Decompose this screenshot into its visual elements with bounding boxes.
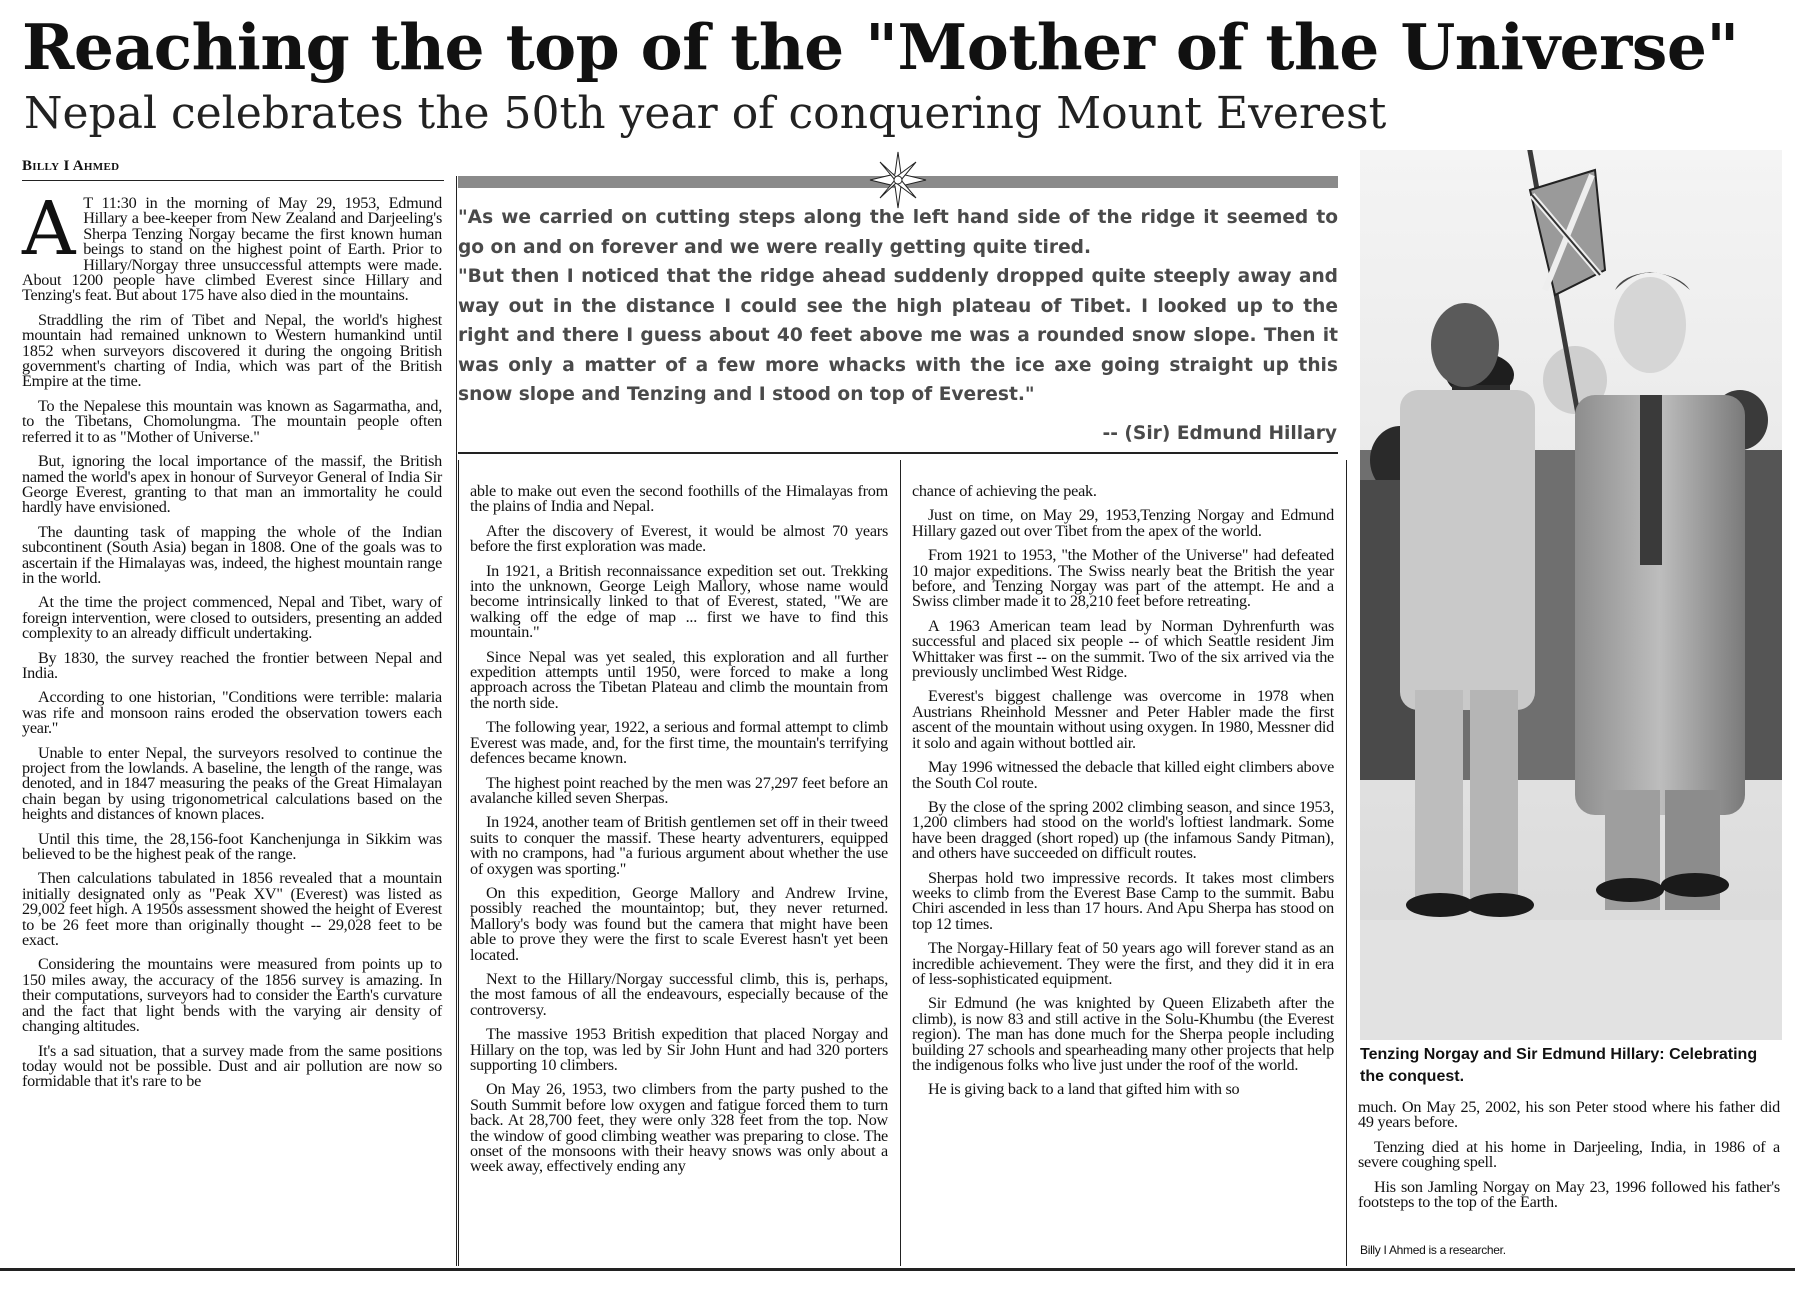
photo-caption: Tenzing Norgay and Sir Edmund Hillary: Celebrating the conquest. (1360, 1046, 1758, 1085)
column-divider-center (900, 460, 901, 1266)
article-paragraph: Unable to enter Nepal, the surveyors resolved to continue the project from the lowlands. A baseline, the length of the range, was denoted, and in 1847 measuring the peaks of the Great Himalayan chain began by using trigonometrical calculations based on the heights and distances of known places. (22, 743, 442, 824)
article-paragraph: According to one historian, "Conditions were terrible: malaria was rife and monsoon rains eroded the observation towers each year." (22, 688, 442, 738)
byline: Billy I Ahmed (22, 158, 120, 174)
page-bottom-rule (0, 1268, 1795, 1271)
article-paragraph: By the close of the spring 2002 climbing season, and since 1953, 1,200 climbers had stood on the world's loftiest landmark. Some have been dragged (short roped) up (the infamous Sandy Pitman), and others have succeeded on difficult routes. (912, 797, 1334, 863)
author-credit: Billy I Ahmed is a researcher. (1360, 1243, 1506, 1257)
quote-paragraph: "As we carried on cutting steps along the left hand side of the ridge it seemed to go on and on forever and we were really getting quite tired. (458, 207, 1338, 258)
article-paragraph (22, 186, 442, 305)
quote-bottom-rule (458, 452, 1338, 454)
column-divider-quote (458, 460, 459, 1266)
article-paragraph: After the discovery of Everest, it would be almost 70 years before the first exploration was made. (470, 521, 888, 556)
article-paragraph: At the time the project commenced, Nepal and Tibet, wary of foreign intervention, were closed to outsiders, presenting an added complexity to an already difficult undertaking. (22, 593, 442, 643)
article-paragraph: The highest point reached by the men was 27,297 feet before an avalanche killed seven Sherpas. (470, 773, 888, 807)
column-divider-left (456, 176, 457, 1266)
article-paragraph: Then calculations tabulated in 1856 revealed that a mountain initially designated only as "Peak XV" (Everest) was listed as 29,002 feet high. A 1950s assessment showed the height of Everest to be 26 feet more than originally thought -- 29,028 feet to be exact. (22, 869, 442, 950)
quote-attribution: -- (Sir) Edmund Hillary (1102, 423, 1337, 444)
column-divider-right (1346, 460, 1347, 1266)
article-paragraph: able to make out even the second foothills of the Himalayas from the plains of India and Nepal. (470, 482, 888, 516)
article-column-3 (912, 484, 1334, 1107)
article-paragraph: Sherpas hold two impressive records. It takes most climbers weeks to climb from the Everest Base Camp to the summit. Babu Chiri ascended in less than 17 hours. And Apu Sherpa has stood on top 12 times. (912, 868, 1334, 933)
article-paragraph: It's a sad situation, that a survey made from the same positions today would not be possible. Dust and air pollution are now so formidable that it's rare to be (22, 1041, 442, 1091)
quote-paragraph: "But then I noticed that the ridge ahead suddenly dropped quite steeply away and way out in the distance I could see the high plateau of Tibet. I looked up to the right and there I guess about 40 feet above me was a rounded snow slope. Then it was only a matter of a few more whacks with the ice axe going straight up this snow slope and Tenzing and I stood on top of Everest." (458, 266, 1338, 405)
article-paragraph: His son Jamling Norgay on May 23, 1996 followed his father's footsteps to the top of the Earth. (1358, 1177, 1780, 1212)
pull-quote (458, 203, 1338, 410)
article-paragraph: Since Nepal was yet sealed, this exploration and all further expedition attempts until 1950, were forced to make a long approach across the Tibetan Plateau and climb the mountain from the north side. (470, 647, 888, 712)
article-paragraph: Sir Edmund (he was knighted by Queen Elizabeth after the climb), is now 83 and still active in the Solu-Khumbu (the Everest region). The man has done much for the Sherpa people including building 27 schools and spearheading many other projects that help the indigenous folks who live just under the roof of the world. (912, 994, 1334, 1074)
article-paragraph: By 1830, the survey reached the frontier between Nepal and India. (22, 648, 442, 682)
article-paragraph: He is giving back to a land that gifted him with so (928, 1080, 1240, 1099)
starburst-icon (868, 150, 928, 210)
article-paragraph: much. On May 25, 2002, his son Peter stood where his father did 49 years before. (1358, 1098, 1780, 1132)
article-column-2 (470, 484, 888, 1184)
hillary-tenzing-photo (1360, 150, 1782, 1040)
drop-cap: A (22, 186, 76, 272)
article-paragraph: In 1924, another team of British gentlemen set off in their tweed suits to conquer the massif. These hearty adventurers, equipped with no crampons, had "a furious argument about whether the use of oxygen was sporting." (470, 813, 888, 878)
headline: Reaching the top of the "Mother of the Universe" (22, 10, 1739, 84)
subheadline: Nepal celebrates the 50th year of conquering Mount Everest (24, 88, 1387, 139)
article-paragraph: The following year, 1922, a serious and formal attempt to climb Everest was made, and, for the first time, the mountain's terrifying defences became known. (470, 718, 888, 768)
article-paragraph: The Norgay-Hillary feat of 50 years ago will forever stand as an incredible achievement. They were the first, and they did it in era of less-sophisticated equipment. (912, 939, 1334, 988)
article-paragraph: To the Nepalese this mountain was known as Sagarmatha, and, to the Tibetans, Chomolungma. The mountain people often referred it to as "Mother of Universe." (22, 396, 442, 446)
article-paragraph: On May 26, 1953, two climbers from the party pushed to the South Summit before low oxygen and fatigue forced them to turn back. At 28,700 feet, they were only 328 feet from the top. Now the window of good climbing weather was preparing to close. The onset of the monsoons with their heavy snows was only about a week away, effectively ending any (470, 1080, 888, 1176)
byline-rule (22, 180, 444, 181)
article-paragraph: But, ignoring the local importance of the massif, the British named the world's apex in honour of Surveyor General of India Sir George Everest, granting to that man an immortality he could hardly have envisioned. (22, 452, 442, 517)
article-paragraph: Everest's biggest challenge was overcome in 1978 when Austrians Rheinhold Messner and Peter Habler made the first ascent of the mountain without using oxygen. In 1980, Messner did it solo and again without bottled air. (912, 687, 1334, 752)
article-paragraph: In 1921, a British reconnaissance expedition set out. Trekking into the unknown, George Leigh Mallory, whose name would become intrinsically linked to that of Everest, stated, "We are walking off the edge of map ... first we have to find this mountain." (470, 561, 888, 642)
article-paragraph: Until this time, the 28,156-foot Kanchenjunga in Sikkim was believed to be the highest peak of the range. (22, 829, 442, 864)
article-paragraph: Considering the mountains were measured from points up to 150 miles away, the accuracy of the 1856 survey is amazing. In their computations, surveyors had to consider the Earth's curvature and the fact that light bends with the varying air density of changing altitudes. (22, 955, 442, 1036)
article-paragraph: Tenzing died at his home in Darjeeling, India, in 1986 of a severe coughing spell. (1358, 1137, 1780, 1172)
article-paragraph: May 1996 witnessed the debacle that killed eight climbers above the South Col route. (912, 758, 1334, 792)
article-paragraph: On this expedition, George Mallory and Andrew Irvine, possibly reached the mountaintop; but, they never returned. Mallory's body was found but the camera that might have been able to prove they were the first to scale Everest hasn't yet been located. (470, 883, 888, 964)
article-paragraph: Next to the Hillary/Norgay successful climb, this is, perhaps, the most famous of all the endeavours, especially because of the controversy. (470, 969, 888, 1019)
article-paragraph: Straddling the rim of Tibet and Nepal, the world's highest mountain had remained unknown to Western humankind until 1852 when surveyors discovered it during the ongoing British government's charting of India, which was part of the British Empire at the time. (22, 310, 442, 391)
article-column-4 (1358, 1100, 1780, 1219)
article-paragraph: The massive 1953 British expedition that placed Norgay and Hillary on the top, was led by Sir John Hunt and had 320 porters supporting 10 climbers. (470, 1025, 888, 1074)
lead-text: T 11:30 in the morning of May 29, 1953, Edmund Hillary a bee-keeper from New Zealand and Darjeeling's Sherpa Tenzing Norgay became the first known human beings to stand on the highest point of Earth. Prior to Hillary/Norgay three unsuccessful attempts were made. About 1200 people have climbed Everest since Hillary and Tenzing's feat. But about 175 have also died in the mountains. (22, 194, 442, 305)
article-paragraph: From 1921 to 1953, "the Mother of the Universe" had defeated 10 major expeditions. The Swiss nearly beat the British the year before, and Tenzing Norgay was part of the attempt. He and a Swiss climber made it to 28,210 feet before retreating. (912, 546, 1334, 611)
article-paragraph: chance of achieving the peak. (912, 482, 1097, 500)
article-paragraph: Just on time, on May 29, 1953,Tenzing Norgay and Edmund Hillary gazed out over Tibet from the apex of the world. (912, 506, 1334, 540)
article-paragraph: The daunting task of mapping the whole of the Indian subcontinent (South Asia) began in 1808. One of the goals was to ascertain if the Himalayas was, indeed, the highest mountain range in the world. (22, 522, 442, 587)
article-column-1 (22, 186, 442, 1099)
article-paragraph: A 1963 American team lead by Norman Dyhrenfurth was successful and placed six people -- of which Seattle resident Jim Whittaker was first -- on the summit. Two of the six arrived via the previously unclimbed West Ridge. (912, 616, 1334, 682)
